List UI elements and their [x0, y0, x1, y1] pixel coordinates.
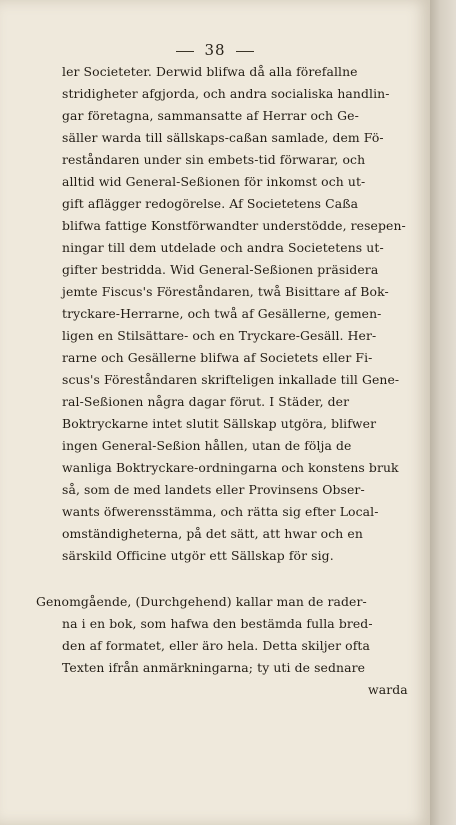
text-line: så, som de med landets eller Provinsens Obser-	[62, 482, 365, 497]
text-line: säller warda till sällskaps-caßan samlade, dem Fö-	[62, 130, 384, 145]
text-line: ler Societeter. Derwid blifwa då alla förefallne	[62, 64, 358, 79]
text-line: wanliga Boktryckare-ordningarna och konstens bruk	[62, 460, 399, 475]
text-line: ingen General-Seßion hållen, utan de följa de	[62, 438, 352, 453]
text-line: gift aflägger redogörelse. Af Societetens Caßa	[62, 196, 359, 211]
text-line: Genomgående, (Durchgehend) kallar man de rader-	[36, 594, 367, 609]
text-line: scus's Föreståndaren skrifteligen inkallade till Gene-	[62, 372, 400, 387]
text-line: Texten ifrån anmärkningarna; ty uti de sednare	[62, 660, 366, 675]
text-line: ningar till dem utdelade och andra Societetens ut-	[62, 240, 384, 255]
text-line: omständigheterna, på det sätt, att hwar och en	[62, 526, 363, 541]
text-line: ligen en Stilsättare- och en Tryckare-Gesäll. Her-	[62, 328, 377, 343]
text-line: Boktryckarne intet slutit Sällskap utgöra, blifwer	[62, 416, 377, 431]
text-line: särskild Officine utgör ett Sällskap för sig.	[62, 548, 334, 563]
text-line: gar företagna, sammansatte af Herrar och Ge-	[62, 108, 359, 123]
text-line: jemte Fiscus's Föreståndaren, twå Bisittare af Bok-	[62, 284, 389, 299]
text-line: na i en bok, som hafwa den bestämda fulla bred-	[62, 616, 373, 631]
text-line: wants öfwerensstämma, och rätta sig efter Local-	[62, 504, 379, 519]
text-line: stridigheter afgjorda, och andra socialiska handlin-	[62, 86, 390, 101]
text-line: den af formatet, eller äro hela. Detta skiljer ofta	[62, 638, 370, 653]
text-line: tryckare-Herrarne, och twå af Gesällerne, gemen-	[62, 306, 382, 321]
page-header	[0, 41, 430, 59]
text-line: gifter bestridda. Wid General-Seßionen präsidera	[62, 262, 379, 277]
text-line: rarne och Gesällerne blifwa af Societets eller Fi-	[62, 350, 373, 365]
page-number: 38	[204, 41, 226, 59]
text-line: warda	[368, 682, 408, 697]
text-line: alltid wid General-Seßionen för inkomst och ut-	[62, 174, 366, 189]
header-dash-left	[176, 51, 194, 52]
text-line: reståndaren under sin embets-tid förwarar, och	[62, 152, 366, 167]
text-line: ral-Seßionen några dagar förut. I Städer, der	[62, 394, 350, 409]
text-line: blifwa fattige Konstförwandter understödde, resepen-	[62, 218, 406, 233]
header-dash-right	[236, 51, 254, 52]
page-edge	[430, 0, 456, 825]
